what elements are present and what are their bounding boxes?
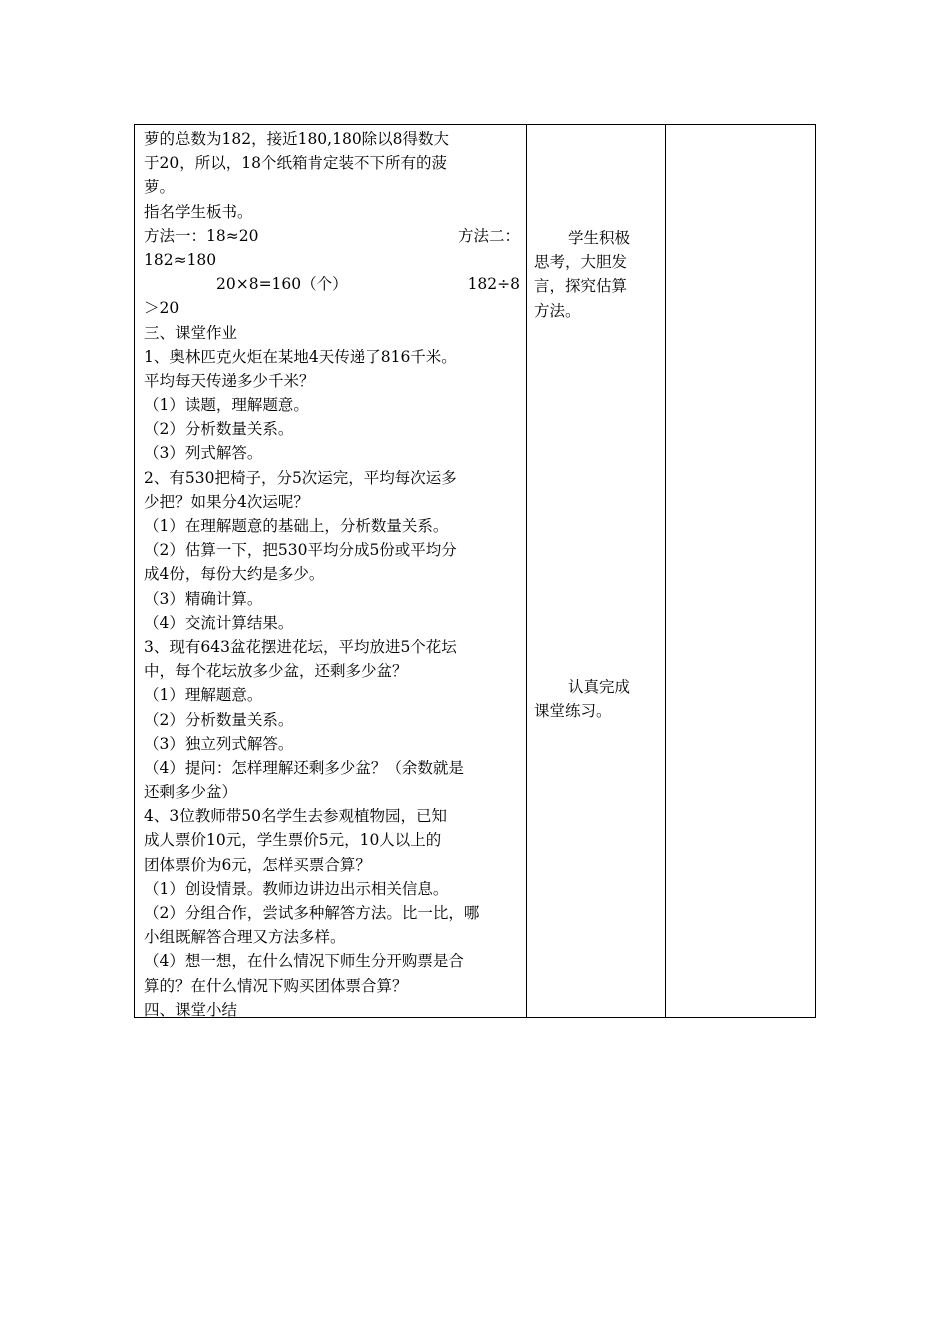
text-line: 4、3位教师带50名学生去参观植物园，已知	[144, 807, 447, 826]
text-line: （4）想一想，在什么情况下师生分开购票是合	[144, 952, 464, 971]
method-two-label: 方法二：	[457, 226, 520, 245]
text-line: 成4份，每份大约是多少。	[144, 565, 325, 584]
text-line: 萝的总数为182，接近180,180除以8得数大	[144, 130, 450, 148]
student-activity-block-2	[534, 675, 660, 723]
text-line: （3）列式解答。	[144, 444, 263, 463]
text-line: 团体票价为6元，怎样买票合算？	[144, 855, 371, 874]
text-line: （1）读题，理解题意。	[144, 396, 309, 415]
text-line: 言，探究估算	[534, 277, 628, 296]
notes-column	[666, 125, 815, 1017]
text-line: ＞20	[144, 299, 180, 318]
text-line: 还剩多少盆）	[144, 783, 238, 802]
text-line: 小组既解答合理又方法多样。	[144, 928, 346, 947]
text-line: （1）创设情景。教师边讲边出示相关信息。	[144, 879, 449, 898]
student-activity-column	[527, 125, 666, 1017]
method-calc-row	[144, 272, 520, 296]
text-line: 思考，大胆发	[534, 253, 628, 272]
student-activity-block-1	[534, 226, 660, 323]
text-line: 课堂练习。	[534, 702, 612, 721]
text-line: （3）独立列式解答。	[144, 734, 294, 753]
text-line: （1）理解题意。	[144, 686, 263, 705]
text-line: 3、现有643盆花摆进花坛，平均放进5个花坛	[144, 637, 457, 656]
text-line: 182≈180	[144, 250, 217, 269]
text-line: 方法。	[534, 301, 581, 320]
text-line: （2）分析数量关系。	[144, 420, 294, 439]
text-line: 成人票价10元，学生票价5元，10人以上的	[144, 831, 442, 850]
text-line: 平均每天传递多少千米？	[144, 371, 315, 390]
text-line: （4）交流计算结果。	[144, 613, 294, 632]
section-heading: 三、课堂作业	[144, 323, 238, 342]
teacher-activity-column	[135, 125, 527, 1017]
text-line: 于20，所以，18个纸箱肯定装不下所有的菠	[144, 154, 447, 173]
text-line: （3）精确计算。	[144, 589, 263, 608]
text-line: （2）分组合作，尝试多种解答方法。比一比，哪	[144, 904, 480, 922]
text-line: 认真完成	[568, 678, 631, 696]
text-line: 2、有530把椅子，分5次运完，平均每次运多	[144, 468, 457, 487]
text-line: 指名学生板书。	[144, 202, 253, 221]
text-line: 少把？如果分4次运呢？	[144, 492, 309, 511]
method-row	[144, 224, 520, 248]
text-line: （1）在理解题意的基础上，分析数量关系。	[144, 517, 449, 535]
method-two-calc: 182÷8	[467, 275, 520, 294]
text-line: （2）分析数量关系。	[144, 710, 294, 729]
text-line: 算的？在什么情况下购买团体票合算？	[144, 976, 408, 995]
method-one-label: 方法一：18≈20	[144, 226, 259, 245]
section-heading: 四、课堂小结	[144, 1000, 238, 1019]
text-line: （2）估算一下，把530平均分成5份或平均分	[144, 541, 457, 560]
text-line: 学生积极	[568, 229, 631, 247]
text-line: （4）提问：怎样理解还剩多少盆？（余数就是	[144, 758, 464, 777]
method-one-calc: 20×8=160（个）	[216, 275, 348, 294]
text-line: 中，每个花坛放多少盆，还剩多少盆？	[144, 662, 408, 681]
text-line: 萝。	[144, 178, 176, 197]
lesson-plan-table	[134, 124, 816, 1018]
text-line: 1、奥林匹克火炬在某地4天传递了816千米。	[144, 347, 457, 366]
